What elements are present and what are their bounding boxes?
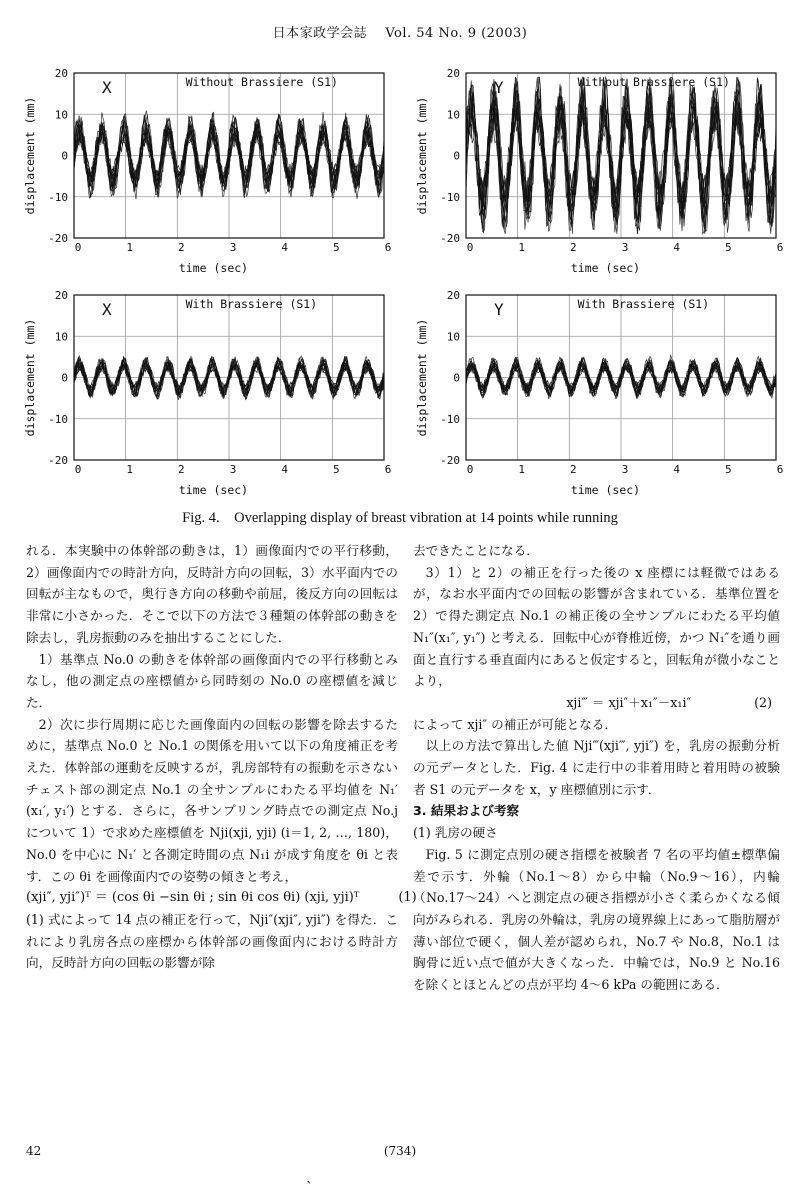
line-chart-svg bbox=[406, 280, 791, 502]
y-axis-label: displacement (mm) bbox=[23, 96, 37, 215]
body-paragraph: 1）基準点 No.0 の動きを体幹部の画像面内での平行移動とみなし，他の測定点の座標値から同時刻の No.0 の座標値を減じた． bbox=[26, 651, 398, 710]
x-axis-label: time (sec) bbox=[178, 261, 249, 275]
left-column bbox=[26, 540, 417, 974]
y-tick-label: 10 bbox=[446, 108, 460, 122]
body-paragraph: 3）1）と 2）の補正を行った後の x 座標には軽微ではあるが，なお水平面内での回転の影響が含まれている．基準位置を 2）で得た測定点 No.1 の補正後の全サンプルにわたる平均値 N₁″(x₁″, y₁″) と考える．回転中心が脊椎近傍，かつ N₁″を通り画面と直行する垂直面内にあると仮定すると，回転角が微小なことより， bbox=[413, 564, 780, 689]
running-header bbox=[0, 22, 800, 41]
equation-1: (xji″, yji″)ᵀ ＝ (cos θi −sin θi ; sin θi cos θi) (xji, yji)ᵀ (1) bbox=[26, 890, 417, 906]
journal-volume: Vol. 54 bbox=[385, 26, 434, 41]
chart-x-with bbox=[14, 280, 399, 502]
y-tick-label: 0 bbox=[61, 149, 68, 163]
x-tick-label: 3 bbox=[621, 241, 629, 254]
y-tick-label: 10 bbox=[54, 108, 68, 122]
panel-id-label: Y bbox=[494, 78, 504, 97]
x-tick-label: 1 bbox=[518, 241, 525, 254]
body-paragraph: 2）次に歩行周期に応じた画像面内の回転の影響を除去するために，基準点 No.0 と No.1 の関係を用いて以下の角度補正を考えた．体幹部の運動を反映するが，乳房部特有の振動を示さないチェスト部の測定点 No.1 の全サンプルにわたる平均値を N₁′(x₁′, y₁′) とする．さらに，各サンプリング時点での測定点 No.j について 1）で求めた座標値を Nji(xji, yji) (i＝1, 2, …, 180)，No.0 を中心に N₁′ と各測定時間の点 N₁i が成す角度を θi と表す．この θi を画像面内での姿勢の傾きと考え， bbox=[26, 716, 398, 884]
y-tick-label: 10 bbox=[54, 330, 68, 344]
y-axis-label: displacement (mm) bbox=[23, 318, 37, 437]
figure-caption: Fig. 4. Overlapping display of breast vibration at 14 points while running bbox=[182, 510, 618, 526]
chart-title: Without Brassiere (S1) bbox=[577, 75, 730, 89]
y-tick-label: -20 bbox=[440, 232, 460, 245]
x-tick-label: 2 bbox=[178, 241, 185, 254]
y-tick-label: -20 bbox=[48, 232, 68, 245]
body-paragraph: によって xji″ の補正が可能となる． bbox=[413, 716, 618, 732]
x-tick-label: 2 bbox=[178, 463, 185, 476]
x-tick-label: 0 bbox=[466, 241, 474, 254]
y-axis-label: displacement (mm) bbox=[415, 318, 429, 437]
y-tick-label: -20 bbox=[48, 454, 68, 467]
y-tick-label: 20 bbox=[54, 289, 68, 302]
chart-x-without bbox=[14, 58, 399, 280]
line-chart-svg bbox=[14, 280, 399, 502]
x-tick-label: 5 bbox=[333, 241, 340, 254]
x-tick-label: 1 bbox=[126, 463, 133, 476]
x-tick-label: 5 bbox=[333, 463, 340, 476]
body-paragraph: (1) 式によって 14 点の補正を行って，Nji″(xji″, yji″) を得た．これにより乳房各点の座標から体幹部の画像面内における時計方向，反時計方向の回転の影響が除 bbox=[26, 911, 398, 971]
y-tick-label: -10 bbox=[440, 412, 460, 426]
x-axis-label: time (sec) bbox=[178, 483, 249, 497]
x-tick-label: 3 bbox=[621, 463, 629, 476]
chart-title: Without Brassiere (S1) bbox=[185, 75, 338, 89]
x-axis-label: time (sec) bbox=[570, 483, 641, 497]
y-tick-label: 10 bbox=[446, 330, 460, 344]
x-tick-label: 0 bbox=[74, 463, 82, 476]
panel-id-label: X bbox=[102, 300, 112, 319]
y-axis-label: displacement (mm) bbox=[415, 96, 429, 215]
y-tick-label: -10 bbox=[48, 190, 68, 204]
y-tick-label: 20 bbox=[54, 67, 68, 80]
x-axis-label: time (sec) bbox=[570, 261, 641, 275]
body-paragraph: れる．本実験中の体幹部の動きは，1）画像面内での平行移動，2）画像面内での時計方向，反時計方向の回転，3）水平面内での回転が主なもので，奥行き方向の移動や前屈，後反方向の回転は非常に小さかった．そこで以下の方法で３種類の体幹部の動きを除去し，乳房振動のみを抽出することにした． bbox=[26, 543, 398, 645]
x-tick-label: 3 bbox=[229, 463, 237, 476]
line-chart-svg bbox=[14, 58, 399, 280]
line-chart-svg bbox=[406, 58, 791, 280]
y-tick-label: -20 bbox=[440, 454, 460, 467]
x-tick-label: 4 bbox=[281, 241, 288, 254]
y-tick-label: -10 bbox=[440, 190, 460, 204]
y-tick-label: 0 bbox=[61, 371, 68, 385]
journal-number: No. 9 bbox=[438, 26, 477, 41]
journal-year: (2003) bbox=[481, 26, 528, 41]
x-tick-label: 6 bbox=[776, 241, 784, 254]
y-tick-label: 20 bbox=[446, 67, 460, 80]
x-tick-label: 0 bbox=[74, 241, 82, 254]
subsection-heading: (1) 乳房の硬さ bbox=[413, 825, 498, 841]
panel-id-label: X bbox=[102, 78, 112, 97]
serial-page-number: (734) bbox=[383, 1144, 417, 1158]
stray-mark: ˋ bbox=[306, 1180, 313, 1196]
x-tick-label: 6 bbox=[384, 241, 392, 254]
page-number: 42 bbox=[26, 1144, 42, 1158]
y-tick-label: 0 bbox=[453, 371, 460, 385]
chart-y-with bbox=[406, 280, 791, 502]
y-tick-label: 0 bbox=[453, 149, 460, 163]
x-tick-label: 5 bbox=[725, 463, 732, 476]
y-tick-label: 20 bbox=[446, 289, 460, 302]
chart-title: With Brassiere (S1) bbox=[185, 297, 318, 311]
x-tick-label: 6 bbox=[384, 463, 392, 476]
body-paragraph: Fig. 5 に測定点別の硬さ指標を被験者 7 名の平均値±標準偏差で示す．外輪（No.1〜8）から中輪（No.9〜16），内輪（No.17〜24）へと測定点の硬さ指標が小さく柔らかくなる傾向がみられる．乳房の外輪は，乳房の境界線上にあって脂肪層が薄い部位で硬く，個人差が認められ，No.7 や No.8，No.1 は胸骨に近い点で値が大きくなった．中輪では，No.9 と No.16 を除くとほとんどの点が平均 4〜6 kPa の範囲にある． bbox=[413, 846, 780, 993]
body-paragraph: 去できたことになる． bbox=[413, 543, 539, 558]
x-tick-label: 1 bbox=[518, 463, 525, 476]
chart-y-without bbox=[406, 58, 791, 280]
x-tick-label: 2 bbox=[570, 241, 577, 254]
chart-title: With Brassiere (S1) bbox=[577, 297, 710, 311]
body-paragraph: 以上の方法で算出した値 Nji‴(xji‴, yji″) を，乳房の振動分析の元データとした．Fig. 4 に走行中の非着用時と着用時の被験者 S1 の元データを x，y 座標値別に示す． bbox=[413, 738, 780, 797]
x-tick-label: 4 bbox=[673, 463, 680, 476]
journal-name: 日本家政学会誌 bbox=[272, 26, 368, 41]
x-tick-label: 0 bbox=[466, 463, 474, 476]
x-tick-label: 4 bbox=[673, 241, 680, 254]
section-heading: 3. 結果および考察 bbox=[413, 803, 520, 819]
x-tick-label: 2 bbox=[570, 463, 577, 476]
equation-2: xji‴ ＝ xji″＋x₁″－x₁i″ (2) bbox=[566, 694, 772, 710]
x-tick-label: 5 bbox=[725, 241, 732, 254]
y-tick-label: -10 bbox=[48, 412, 68, 426]
x-tick-label: 1 bbox=[126, 241, 133, 254]
panel-id-label: Y bbox=[494, 300, 504, 319]
x-tick-label: 3 bbox=[229, 241, 237, 254]
x-tick-label: 4 bbox=[281, 463, 288, 476]
x-tick-label: 6 bbox=[776, 463, 784, 476]
right-column bbox=[413, 540, 780, 996]
